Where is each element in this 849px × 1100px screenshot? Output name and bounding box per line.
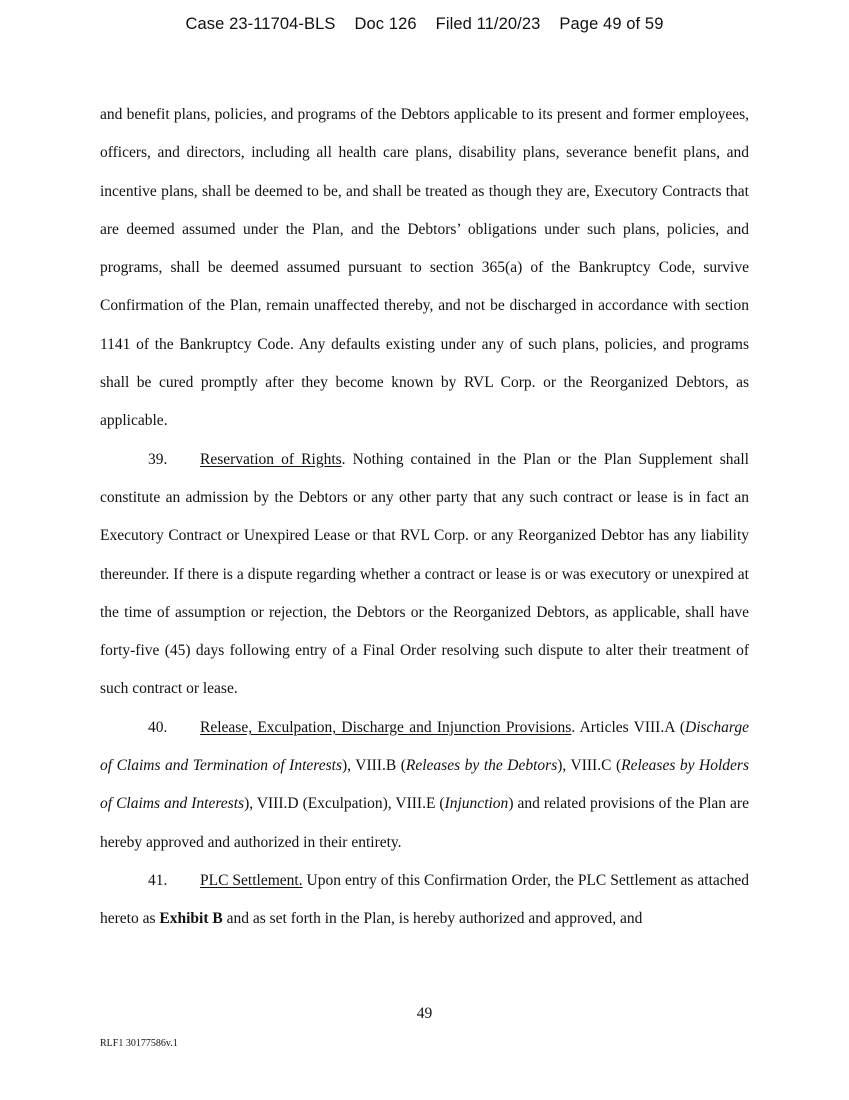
italic-term: Releases by Holders of Claims and Interests	[100, 757, 749, 813]
section-heading: Release, Exculpation, Discharge and Injunction Provisions	[200, 718, 572, 736]
paragraph-text: ) and related provisions of the Plan are hereby approved and authorized in their entirety.	[100, 795, 749, 851]
paragraph-number: 40.	[148, 718, 168, 736]
document-id: RLF1 30177586v.1	[100, 1038, 178, 1049]
filed-date: Filed 11/20/23	[435, 15, 541, 33]
paragraph-text: Upon entry of this Confirmation Order, the PLC Settlement as attached hereto as	[100, 871, 750, 928]
paragraph-text: . Articles VIII.A (	[571, 718, 685, 736]
paragraph-41	[100, 862, 749, 939]
paragraph-number: 39.	[148, 450, 168, 468]
section-heading: PLC Settlement.	[200, 871, 303, 889]
page-of-total: Page 49 of 59	[559, 15, 664, 33]
italic-term: Discharge of Claims and Termination of Interests	[100, 718, 749, 775]
italic-term: Releases by the Debtors	[405, 757, 558, 775]
paragraph-text: . Nothing contained in the Plan or the Plan Supplement shall constitute an admission by the Debtors or any other party that any such contract or lease is in fact an Executory Contract or Unexpired Lease or that RVL Corp. or any Reorganized Debtor has any liability thereunder. If there is a dispute regarding whether a contract or lease is or was executory or unexpired at the time of assumption or rejection, the Debtors or the Reorganized Debtors, as applicable, shall have forty-five (45) days following entry of a Final Order resolving such dispute to alter their treatment of such contract or lease.	[100, 450, 749, 698]
doc-number: Doc 126	[354, 15, 417, 33]
paragraph-39	[100, 441, 749, 709]
section-heading: Reservation of Rights	[200, 450, 342, 468]
paragraph-text: ), VIII.D (Exculpation), VIII.E (	[244, 795, 445, 813]
paragraph-text: ), VIII.B (	[342, 757, 406, 775]
document-body	[100, 96, 749, 939]
paragraph-40	[100, 709, 749, 862]
paragraph-text: ), VIII.C (	[557, 757, 622, 775]
page-number: 49	[416, 1005, 433, 1022]
paragraph-number: 41.	[148, 871, 168, 889]
exhibit-reference: Exhibit B	[159, 910, 223, 928]
case-number: Case 23-11704-BLS	[185, 15, 336, 33]
paragraph-continued: and benefit plans, policies, and programs of the Debtors applicable to its present and former employees, officers, and directors, including all health care plans, disability plans, severance benefit plans, and incentive plans, shall be deemed to be, and shall be treated as though they are, Executory Contracts that are deemed assumed under the Plan, and the Debtors’ obligations under such plans, policies, and programs, shall be deemed assumed pursuant to section 365(a) of the Bankruptcy Code, survive Confirmation of the Plan, remain unaffected thereby, and not be discharged in accordance with section 1141 of the Bankruptcy Code. Any defaults existing under any of such plans, policies, and programs shall be cured promptly after they become known by RVL Corp. or the Reorganized Debtors, as applicable.	[100, 106, 749, 430]
case-header	[0, 15, 849, 34]
paragraph-text: and as set forth in the Plan, is hereby authorized and approved, and	[222, 910, 643, 928]
italic-term: Injunction	[444, 795, 509, 813]
